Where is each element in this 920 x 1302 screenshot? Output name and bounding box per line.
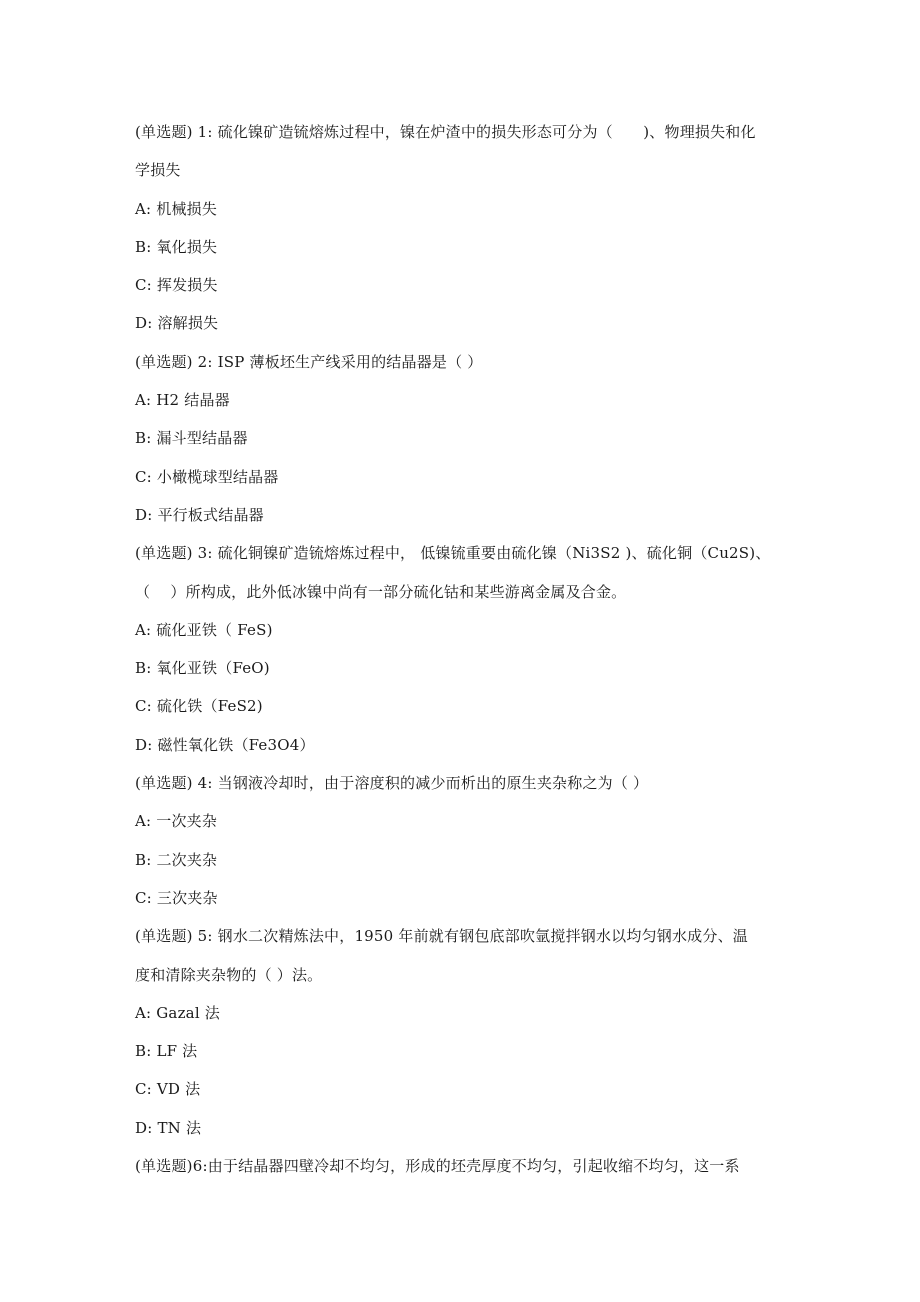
- question-4: [135, 764, 805, 917]
- option-a: A: Gazal 法: [135, 1003, 220, 1022]
- question-stem-line: (单选题) 3: 硫化铜镍矿造锍熔炼过程中， 低镍锍重要由硫化镍（Ni3S2 )、硫化铜（Cu2S)、: [135, 544, 771, 563]
- option-a: A: 一次夹杂: [135, 812, 218, 831]
- option-d: D: TN 法: [135, 1118, 202, 1137]
- option-b: B: 二次夹杂: [135, 850, 218, 869]
- option-c: C: 小橄榄球型结晶器: [135, 467, 279, 486]
- question-stem-line: (单选题) 5: 钢水二次精炼法中，1950 年前就有钢包底部吹氩搅拌钢水以均匀钢水成分、温: [135, 927, 748, 946]
- question-stem-line: 学损失: [135, 161, 181, 180]
- option-d: D: 溶解损失: [135, 314, 219, 333]
- option-b: B: 氧化亚铁（FeO): [135, 659, 270, 678]
- question-6: [135, 1147, 805, 1185]
- question-5: [135, 917, 805, 1147]
- document-page: [135, 113, 805, 1185]
- option-c: C: 三次夹杂: [135, 888, 218, 907]
- option-b: B: 氧化损失: [135, 237, 218, 256]
- option-b: B: 漏斗型结晶器: [135, 429, 248, 448]
- question-stem-line: (单选题)6:由于结晶器四壁冷却不均匀，形成的坯壳厚度不均匀，引起收缩不均匀，这一系: [135, 1157, 740, 1176]
- option-a: A: H2 结晶器: [135, 391, 230, 410]
- question-2: [135, 343, 805, 534]
- question-stem-line: （ ）所构成，此外低冰镍中尚有一部分硫化钴和某些游离金属及合金。: [135, 582, 627, 601]
- option-a: A: 硫化亚铁（ FeS): [135, 620, 273, 639]
- question-stem-line: (单选题) 2: ISP 薄板坯生产线采用的结晶器是（ ）: [135, 352, 483, 371]
- question-1: [135, 113, 805, 343]
- option-a: A: 机械损失: [135, 199, 218, 218]
- option-c: C: 硫化铁（FeS2): [135, 697, 263, 716]
- option-c: C: VD 法: [135, 1080, 201, 1099]
- option-c: C: 挥发损失: [135, 276, 218, 295]
- option-d: D: 磁性氧化铁（Fe3O4）: [135, 735, 315, 754]
- option-b: B: LF 法: [135, 1042, 198, 1061]
- option-d: D: 平行板式结晶器: [135, 505, 264, 524]
- question-stem-line: (单选题) 4: 当钢液冷却时，由于溶度积的减少而析出的原生夹杂称之为（ ）: [135, 774, 649, 793]
- question-stem-line: (单选题) 1: 硫化镍矿造锍熔炼过程中，镍在炉渣中的损失形态可分为（ )、物理损失和化: [135, 123, 756, 141]
- question-3: [135, 534, 805, 764]
- question-stem-line: 度和清除夹杂物的（ ）法。: [135, 965, 323, 984]
